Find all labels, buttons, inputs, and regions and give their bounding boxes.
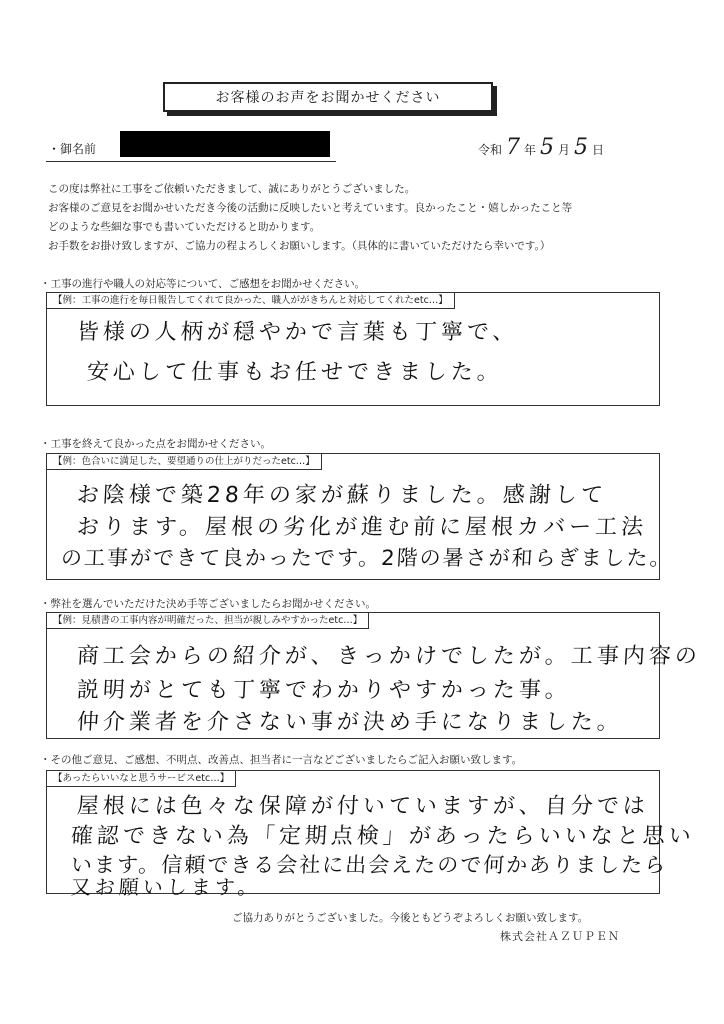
date-era: 令和 [478, 143, 503, 157]
intro-line: お手数をお掛け致しますが、ご協力の程よろしくお願いします。（具体的に書いていただけたら幸いです。） [48, 240, 551, 252]
handwritten-line: 又お願いします。 [70, 875, 262, 899]
intro-line: どのような些細な事でも書いていただけると助かります。 [48, 221, 321, 233]
handwritten-line: います。信頼できる会社に出会えたので何かありましたら [70, 853, 668, 877]
customer-name-underline [46, 161, 336, 162]
handwritten-line: 説明がとても丁寧でわかりやすかった事。 [76, 678, 572, 703]
intro-text [48, 180, 572, 256]
date-year-unit: 年 [524, 143, 537, 157]
section-question: ・工事を終えて良かった点をお聞かせください。 [40, 438, 271, 450]
date-year: 7 [506, 135, 521, 160]
handwritten-line: 商工会からの紹介が、きっかけでしたが。工事内容の [76, 644, 702, 669]
handwritten-line: 仲介業者を介さない事が決め手になりました。 [76, 710, 624, 735]
handwritten-line: の工事ができて良かったです。2階の暑さが和らぎました。 [60, 546, 674, 570]
handwritten-line: 皆様の人柄が穏やかで言葉も丁寧で、 [76, 320, 520, 345]
handwritten-line: おります。屋根の劣化が進む前に屋根カバー工法 [76, 515, 648, 540]
handwritten-line: 屋根には色々な保障が付いていますが、自分では [76, 794, 650, 819]
answer-box [46, 453, 674, 580]
date-month: 5 [540, 135, 555, 160]
date-day-unit: 日 [592, 143, 605, 157]
example-hint: 【例：工事の進行を毎日報告してくれて良かった、職人ががきちんと対応してくれたetc…】 [47, 293, 455, 309]
intro-line: お客様のご意見をお聞かせいただき今後の活動に反映したいと考えています。良かったこと・嬉しかったこと等 [48, 202, 573, 214]
form-date [478, 135, 604, 160]
handwritten-line: 確認できない為「定期点検」があったらいいなと思い [70, 824, 696, 849]
company-name: 株式会社ＡＺＵＰＥＮ [500, 930, 620, 943]
section-question: ・工事の進行や職人の対応等について、ご感想をお聞かせください。 [40, 278, 366, 290]
form-title: お客様のお声をお聞かせください [163, 82, 493, 112]
closing-message: ご協力ありがとうございました。今後ともどうぞよろしくお願い致します。 [232, 912, 589, 924]
example-hint: 【例：見積書の工事内容が明確だった、担当が親しみやすかったetc…】 [47, 613, 369, 629]
handwritten-line: お陰様で築28年の家が蘇りました。感謝して [76, 483, 608, 508]
handwritten-line: 安心して仕事もお任せできました。 [86, 360, 504, 385]
customer-name-redaction [120, 131, 330, 157]
example-hint: 【あったらいいなと思うサービスetc…】 [47, 771, 236, 787]
section-question: ・その他ご意見、ご感想、不明点、改善点、担当者に一言などございましたらご記入お願い致します。 [40, 754, 523, 766]
answer-box [46, 770, 696, 899]
answer-box [46, 612, 702, 739]
section-question: ・弊社を選んでいただけた決め手等ございましたらお聞かせください。 [40, 598, 376, 610]
date-day: 5 [574, 135, 589, 160]
customer-name-label: ・御名前 [48, 142, 97, 156]
date-month-unit: 月 [558, 143, 571, 157]
example-hint: 【例：色合いに満足した、要望通りの仕上がりだったetc…】 [47, 454, 322, 470]
answer-box [46, 292, 660, 406]
intro-line: この度は弊社に工事をご依頼いただきまして、誠にありがとうございました。 [48, 183, 416, 195]
